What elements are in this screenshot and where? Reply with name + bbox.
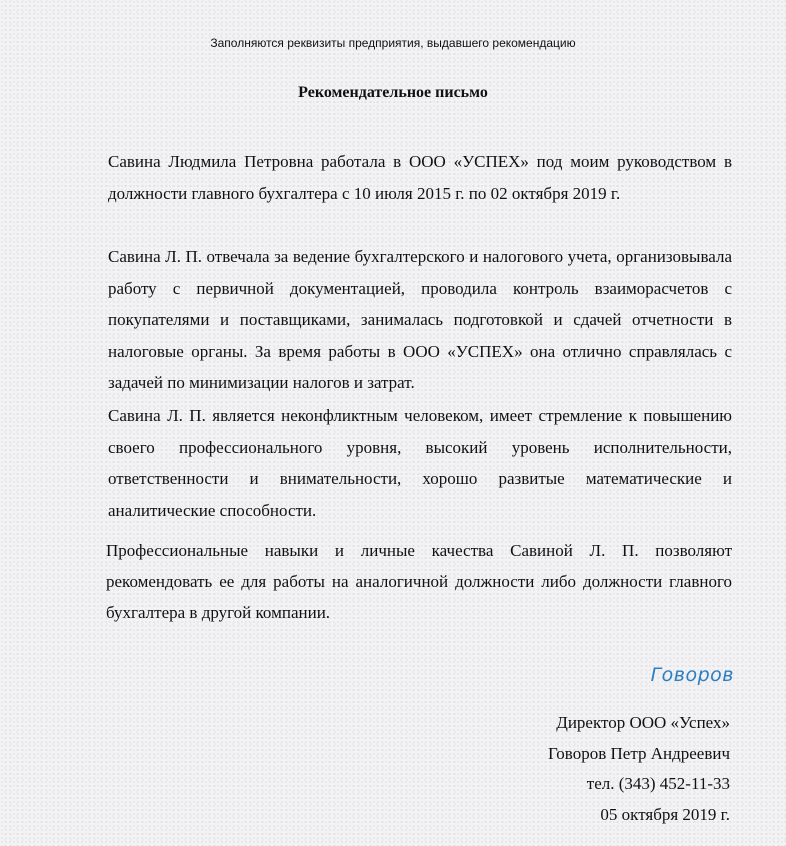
paragraph-duties: Савина Л. П. отвечала за ведение бухгалтерского и налогового учета, организовывала работу с первичной документацией, проводила контроль взаиморасчетов с покупателями и поставщиками, занималась подготовкой и сдачей отчетности в налоговые органы. За время работы в ООО «УСПЕХ» она отлично справлялась с задачей по минимизации налогов и затрат. xyxy=(108,247,732,392)
letter-date: 05 октября 2019 г. xyxy=(600,804,730,824)
signatory-position: Директор ООО «Успех» xyxy=(556,713,730,732)
paragraph-recommendation: Профессиональные навыки и личные качества Савиной Л. П. позволяют рекомендовать ее для работы на аналогичной должности либо должности главного бухгалтера в другой компании. xyxy=(106,541,732,622)
header-note: Заполняются реквизиты предприятия, выдавшего рекомендацию xyxy=(210,36,576,50)
handwritten-signature: Говоров xyxy=(650,664,734,686)
document-title xyxy=(0,84,786,102)
signatory-phone: тел. (343) 452-11-33 xyxy=(586,774,730,793)
signatory-name: Говоров Петр Андреевич xyxy=(547,743,730,763)
paragraph-personal-qualities: Савина Л. П. является неконфликтным человеком, имеет стремление к повышению своего профессионального уровня, высокий уровень исполнительности, ответственности и внимательности, хорошо развитые математические и аналитические способности. xyxy=(108,406,732,520)
signatory-block xyxy=(548,708,730,830)
document-title-text: Рекомендательное письмо xyxy=(298,84,488,101)
paragraph-employment: Савина Людмила Петровна работала в ООО «УСПЕХ» под моим руководством в должности главного бухгалтера с 10 июля 2015 г. по 02 октября 2019 г. xyxy=(108,152,732,203)
